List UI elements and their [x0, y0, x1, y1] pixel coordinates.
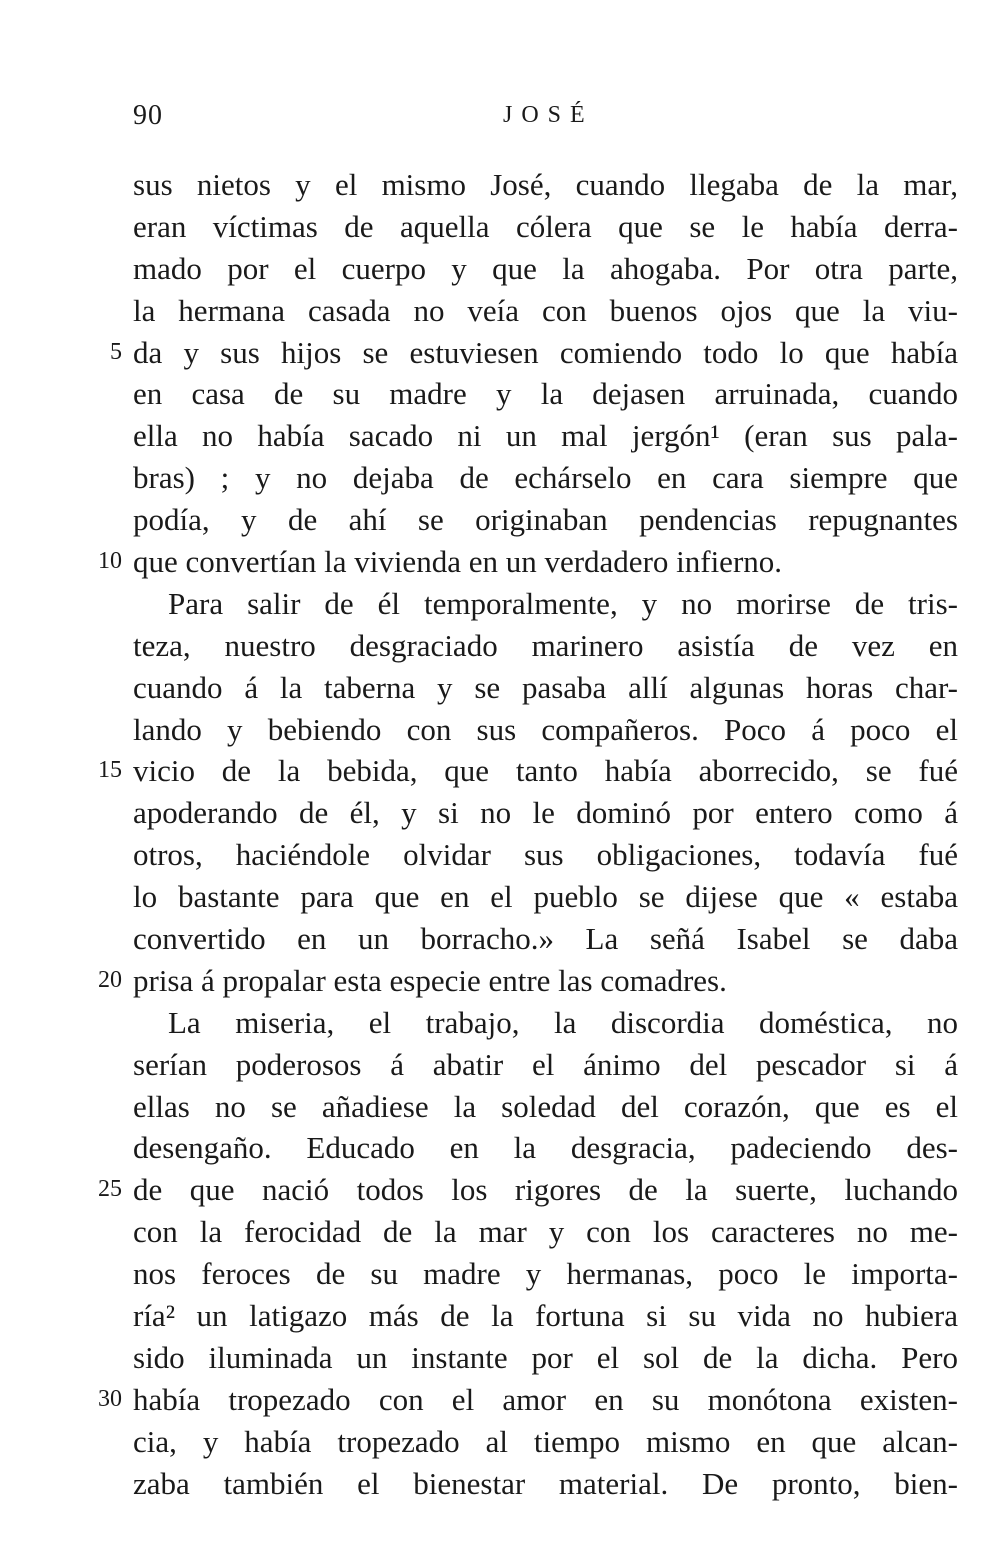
- text-line: [0, 499, 1000, 541]
- line-text: había tropezado con el amor en su monótona existen-: [133, 1381, 958, 1417]
- page-header: [133, 100, 958, 140]
- line-text: ría² un latigazo más de la fortuna si su vida no hubiera: [133, 1298, 958, 1334]
- line-text: la hermana casada no veía con buenos ojos que la viu-: [133, 292, 958, 328]
- page-number: 90: [133, 100, 163, 131]
- text-line: [0, 1169, 1000, 1211]
- text-line: [0, 1421, 1000, 1463]
- line-text: sus nietos y el mismo José, cuando llegaba de la mar,: [133, 167, 958, 202]
- line-text: ella no había sacado ni un mal jergón¹ (eran sus pala-: [133, 418, 958, 454]
- line-text: prisa á propalar esta especie entre las comadres.: [133, 962, 727, 998]
- text-line: [0, 1463, 1000, 1505]
- line-text: serían poderosos á abatir el ánimo del pescador si á: [133, 1046, 958, 1082]
- text-line: [0, 1379, 1000, 1421]
- line-number: 25: [98, 1176, 122, 1203]
- line-text: eran víctimas de aquella cólera que se le había derra-: [133, 208, 958, 244]
- line-text: da y sus hijos se estuviesen comiendo todo lo que había: [133, 334, 958, 370]
- line-text: podía, y de ahí se originaban pendencias repugnantes: [133, 502, 958, 538]
- line-text: nos feroces de su madre y hermanas, poco le importa-: [133, 1256, 958, 1292]
- text-line: [0, 918, 1000, 960]
- text-line: [0, 1337, 1000, 1379]
- running-title: JOSÉ: [503, 102, 594, 128]
- text-line: [0, 1295, 1000, 1337]
- line-text: en casa de su madre y la dejasen arruinada, cuando: [133, 376, 958, 412]
- line-text: lando y bebiendo con sus compañeros. Poco á poco el: [133, 711, 958, 747]
- line-text: teza, nuestro desgraciado marinero asistía de vez en: [133, 627, 958, 663]
- line-number: 5: [110, 338, 122, 365]
- line-text: ellas no se añadiese la soledad del corazón, que es el: [133, 1088, 958, 1124]
- text-line: [0, 667, 1000, 709]
- text-line: [0, 1127, 1000, 1169]
- text-line: [0, 709, 1000, 751]
- text-line: [0, 876, 1000, 918]
- body-text: [0, 164, 1000, 1505]
- line-text: que convertían la vivienda en un verdadero infierno.: [133, 544, 783, 580]
- text-line: [0, 290, 1000, 332]
- line-text: lo bastante para que en el pueblo se dijese que « estaba: [133, 879, 958, 915]
- text-line: [0, 1253, 1000, 1295]
- line-number: 20: [98, 966, 122, 993]
- text-line: [0, 1211, 1000, 1253]
- text-line: [0, 206, 1000, 248]
- line-text: de que nació todos los rigores de la suerte, luchando: [133, 1172, 958, 1208]
- text-line: [0, 583, 1000, 625]
- text-line: [0, 332, 1000, 374]
- line-number: 30: [98, 1385, 122, 1412]
- line-number: 15: [98, 757, 122, 784]
- text-line: [0, 834, 1000, 876]
- text-line: [0, 373, 1000, 415]
- text-line: [0, 457, 1000, 499]
- line-text: vicio de la bebida, que tanto había aborrecido, se fué: [133, 753, 958, 789]
- line-text: con la ferocidad de la mar y con los caracteres no me-: [133, 1214, 958, 1250]
- line-text: convertido en un borracho.» La señá Isabel se daba: [133, 921, 958, 957]
- text-line: [0, 625, 1000, 667]
- text-line: [0, 541, 1000, 583]
- line-number: 10: [98, 548, 122, 575]
- text-line: [0, 1002, 1000, 1044]
- text-line: [0, 1086, 1000, 1128]
- line-text: Para salir de él temporalmente, y no morirse de tris-: [168, 585, 958, 621]
- line-text: apoderando de él, y si no le dominó por entero como á: [133, 795, 958, 831]
- line-text: mado por el cuerpo y que la ahogaba. Por otra parte,: [133, 250, 958, 286]
- line-text: sido iluminada un instante por el sol de la dicha. Pero: [133, 1339, 958, 1375]
- line-text: bras) ; y no dejaba de echárselo en cara siempre que: [133, 460, 958, 496]
- line-text: otros, haciéndole olvidar sus obligaciones, todavía fué: [133, 837, 958, 873]
- text-line: [0, 960, 1000, 1002]
- text-line: [0, 415, 1000, 457]
- text-line: [0, 248, 1000, 290]
- line-text: cia, y había tropezado al tiempo mismo en que alcan-: [133, 1423, 958, 1459]
- text-line: [0, 792, 1000, 834]
- text-line: [0, 1044, 1000, 1086]
- line-text: desengaño. Educado en la desgracia, padeciendo des-: [133, 1130, 958, 1166]
- line-text: zaba también el bienestar material. De pronto, bien-: [133, 1465, 958, 1501]
- line-text: cuando á la taberna y se pasaba allí algunas horas char-: [133, 669, 958, 705]
- line-text: La miseria, el trabajo, la discordia doméstica, no: [168, 1004, 958, 1040]
- text-line: [0, 164, 1000, 206]
- text-line: [0, 750, 1000, 792]
